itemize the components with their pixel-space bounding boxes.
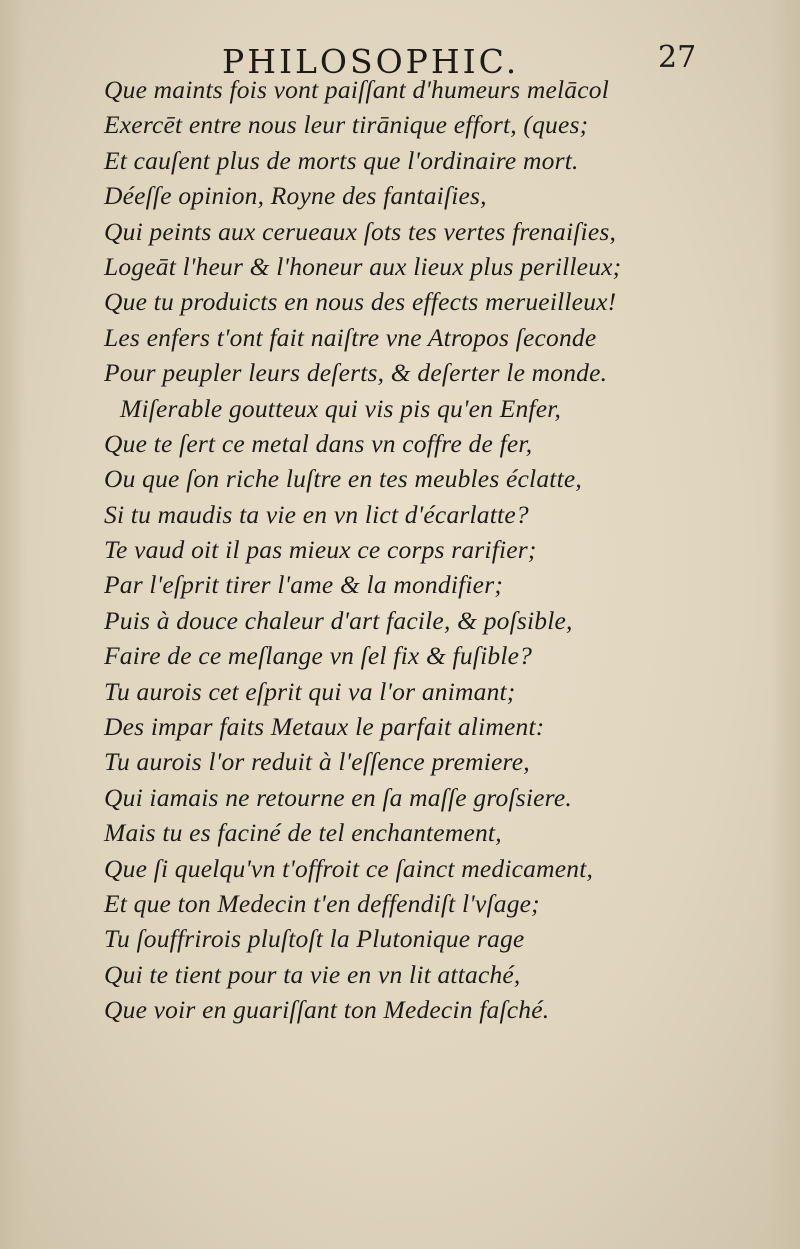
running-title: PHILOSOPHIC.	[222, 42, 520, 81]
verse-line: Qui peints aux cerueaux ſots tes vertes frenaiſies,	[104, 216, 617, 246]
verse-line: Qui te tient pour ta vie en vn lit attaché,	[104, 959, 521, 989]
verse-line: Que maints fois vont paiſſant d'humeurs melācol	[104, 75, 609, 104]
verse-line: Tu aurois cet eſprit qui va l'or animant;	[104, 676, 516, 706]
verse-line: Par l'eſprit tirer l'ame & la mondifier;	[104, 570, 504, 600]
verse-line: Tu ſouffrirois pluſtoſt la Plutonique rage	[104, 924, 525, 954]
verse-line: Que voir en guariſſant ton Medecin faſché.	[104, 995, 550, 1025]
verse-line: Logeāt l'heur & l'honeur aux lieux plus perilleux;	[104, 251, 622, 281]
verse-line: Des impar faits Metaux le parfait aliment:	[104, 712, 545, 742]
verse-line: Qui iamais ne retourne en ſa maſſe groſsiere.	[104, 782, 572, 812]
verse-line: Tu aurois l'or reduit à l'eſſence premiere,	[104, 747, 530, 777]
verse-line: Déeſſe opinion, Royne des fantaiſies,	[104, 181, 487, 211]
verse-line: Si tu maudis ta vie en vn lict d'écarlatte?	[104, 499, 529, 529]
verse-line: Et que ton Medecin t'en deffendiſt l'vſage;	[104, 888, 540, 918]
verse-line: Puis à douce chaleur d'art facile, & poſsible,	[104, 605, 573, 635]
verse-block	[104, 72, 744, 1028]
verse-line: Exercēt entre nous leur tirānique effort, (ques;	[104, 110, 589, 140]
verse-line: Et cauſent plus de morts que l'ordinaire mort.	[104, 145, 579, 175]
verse-line: Que tu produicts en nous des effects merueilleux!	[104, 287, 617, 317]
page-number: 27	[658, 40, 697, 75]
verse-line: Les enfers t'ont fait naiſtre vne Atropos ſeconde	[104, 322, 597, 352]
verse-line: Te vaud oit il pas mieux ce corps rarifier;	[104, 535, 537, 565]
verse-line: Faire de ce meſlange vn ſel fix & fuſible?	[104, 641, 533, 671]
verse-line: Miſerable goutteux qui vis pis qu'en Enfer,	[120, 393, 562, 423]
verse-line: Que te ſert ce metal dans vn coffre de fer,	[104, 428, 533, 458]
verse-line: Pour peupler leurs deſerts, & deſerter le monde.	[104, 358, 608, 388]
page-right-shadow	[770, 0, 800, 1249]
page-left-shadow	[0, 0, 26, 1249]
verse-line: Que ſi quelqu'vn t'offroit ce ſainct medicament,	[104, 853, 594, 883]
verse-line: Ou que ſon riche luſtre en tes meubles éclatte,	[104, 464, 582, 494]
verse-line: Mais tu es faciné de tel enchantement,	[104, 818, 502, 848]
